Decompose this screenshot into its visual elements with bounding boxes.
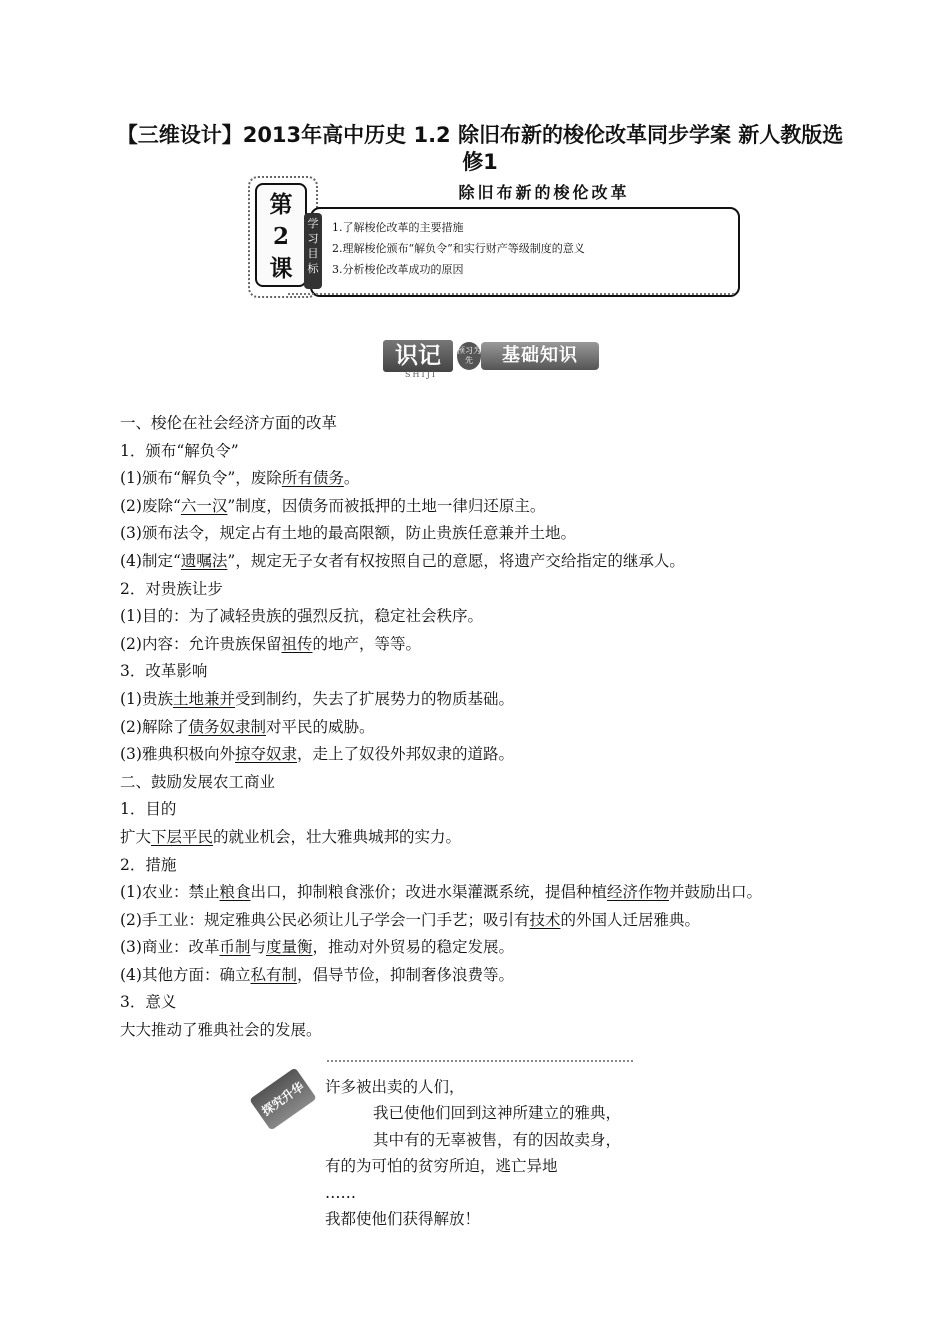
lesson-number-char: 课 [269, 255, 293, 282]
goal-item: 1.了解梭伦改革的主要措施 [332, 221, 464, 234]
learning-goals-box [307, 207, 740, 297]
lesson-number-char: 2 [272, 223, 289, 250]
text-span: (4)制定“ [120, 551, 181, 570]
text-span: (3)雅典积极向外 [120, 745, 235, 764]
content-line [120, 824, 850, 852]
content-line [120, 686, 850, 714]
text-span: 一、梭伦在社会经济方面的改革 [120, 414, 338, 432]
knowledge-content [120, 410, 850, 1045]
goal-item: 3.分析梭伦改革成功的原因 [332, 263, 464, 276]
content-line [120, 989, 850, 1017]
content-line [120, 907, 850, 935]
poem-line: 其中有的无辜被售，有的因故卖身， [373, 1130, 622, 1149]
section-banner [383, 336, 601, 380]
content-line [120, 714, 850, 742]
content-line [120, 493, 850, 521]
text-span: (1)目的：为了减轻贵族的强烈反抗，稳定社会秩序。 [120, 607, 483, 626]
text-span: 二、鼓励发展农工商业 [120, 772, 276, 791]
poem [325, 1074, 621, 1232]
text-span: 受到制约，失去了扩展势力的物质基础。 [234, 689, 514, 708]
text-span: 。 [343, 469, 360, 488]
underlined-term: 遗嘱法 [180, 551, 228, 570]
content-line [120, 1017, 850, 1045]
content-line [120, 934, 850, 962]
poem-line: …… [325, 1183, 356, 1202]
goal-tag: 学习目标 [304, 213, 322, 289]
text-span: (2)废除“ [120, 496, 181, 515]
text-span: 扩大 [120, 827, 152, 846]
text-span: ，走上了奴役外邦奴隶的道路。 [296, 745, 514, 764]
text-span: 的地产，等等。 [312, 634, 421, 653]
text-span: (3)商业：改革 [120, 938, 220, 957]
underlined-term: 掠夺奴隶 [234, 745, 297, 764]
title-line-1: 【三维设计】2013年高中历史 1.2 除旧布新的梭伦改革同步学案 新人教版选 [116, 123, 844, 147]
underlined-term: 债务奴隶制 [188, 717, 266, 736]
text-span: (3)颁布法令，规定占有土地的最高限额，防止贵族任意兼并土地。 [120, 524, 576, 543]
text-span: 2．对贵族让步 [120, 579, 223, 598]
dotted-divider [288, 293, 734, 295]
text-span: ”，规定无子女者有权按照自己的意愿，将遗产交给指定的继承人。 [227, 551, 685, 570]
text-span: 的外国人迁居雅典。 [560, 910, 700, 929]
underlined-term: 私有制 [250, 965, 297, 984]
text-span: (2)解除了 [120, 717, 189, 736]
lesson-name: 除旧布新的梭伦改革 [458, 183, 630, 202]
text-span: (2)手工业：规定雅典公民必须让儿子学会一门手艺；吸引有 [120, 910, 530, 929]
text-span: (1)农业：禁止 [120, 883, 220, 902]
poem-line: 有的为可怕的贫穷所迫，逃亡异地 [325, 1157, 558, 1176]
underlined-term: 技术 [529, 910, 561, 929]
text-span: 的就业机会，壮大雅典城邦的实力。 [213, 827, 462, 846]
text-span: 大大推动了雅典社会的发展。 [120, 1021, 322, 1040]
title-line-2: 修1 [462, 150, 498, 174]
text-span: 出口，抑制粮食涨价；改进水渠灌溉系统，提倡种植 [250, 883, 607, 902]
text-span: 对平民的威胁。 [265, 717, 375, 736]
content-line [120, 769, 850, 797]
content-line [120, 852, 850, 880]
text-span: (4)其他方面：确立 [120, 965, 251, 984]
text-span: (1)颁布“解负令”，废除 [120, 469, 282, 488]
underlined-term: 土地兼并 [172, 689, 235, 708]
underlined-term: 下层平民 [151, 827, 214, 846]
poem-line: 我都使他们获得解放！ [325, 1210, 481, 1229]
content-line [120, 465, 850, 493]
content-line [120, 438, 850, 466]
content-line [120, 576, 850, 604]
text-span: 1．目的 [120, 800, 177, 819]
poem-line: 许多被出卖的人们， [325, 1078, 465, 1096]
goal-list [332, 217, 585, 280]
banner-badge: 预习为先 [457, 342, 481, 370]
content-line [120, 520, 850, 548]
text-span: ，倡导节俭，抑制奢侈浪费等。 [296, 965, 514, 984]
text-span: ”制度，因债务而被抵押的土地一律归还原主。 [227, 496, 546, 515]
content-line [120, 548, 850, 576]
document-title [100, 122, 860, 176]
text-span: 与 [250, 938, 266, 957]
text-span: (2)内容：允许贵族保留 [120, 634, 282, 653]
lesson-number-char: 第 [269, 191, 293, 218]
content-line [120, 962, 850, 990]
goal-item: 2.理解梭伦颁布“解负令”和实行财产等级制度的意义 [332, 242, 585, 255]
content-line [120, 658, 850, 686]
banner-pinyin: SHIJI [405, 370, 437, 379]
dotted-divider [327, 1060, 633, 1062]
underlined-term: 六一汉 [180, 496, 228, 515]
content-line [120, 631, 850, 659]
content-line [120, 879, 850, 907]
text-span: 1．颁布“解负令” [120, 441, 239, 460]
underlined-term: 度量衡 [266, 938, 313, 957]
lesson-header [248, 176, 740, 300]
exploration-badge: 探究升华 [249, 1067, 317, 1130]
underlined-term: 所有债务 [281, 469, 344, 488]
underlined-term: 粮食 [219, 883, 251, 902]
text-span: 2．措施 [120, 855, 177, 874]
text-span: 3．改革影响 [120, 662, 208, 681]
content-line [120, 796, 850, 824]
banner-sub: 基础知识 [481, 342, 599, 370]
lesson-number [255, 183, 307, 287]
content-line [120, 410, 850, 438]
banner-main: 识记 [383, 340, 453, 372]
text-span: 并鼓励出口。 [669, 883, 763, 902]
underlined-term: 币制 [219, 938, 251, 957]
text-span: 3．意义 [120, 993, 177, 1012]
text-span: ，推动对外贸易的稳定发展。 [312, 938, 515, 957]
underlined-term: 经济作物 [607, 883, 670, 902]
text-span: (1)贵族 [120, 689, 173, 708]
content-line [120, 741, 850, 769]
underlined-term: 祖传 [281, 634, 313, 653]
content-line [120, 603, 850, 631]
poem-line: 我已使他们回到这神所建立的雅典， [373, 1104, 622, 1123]
